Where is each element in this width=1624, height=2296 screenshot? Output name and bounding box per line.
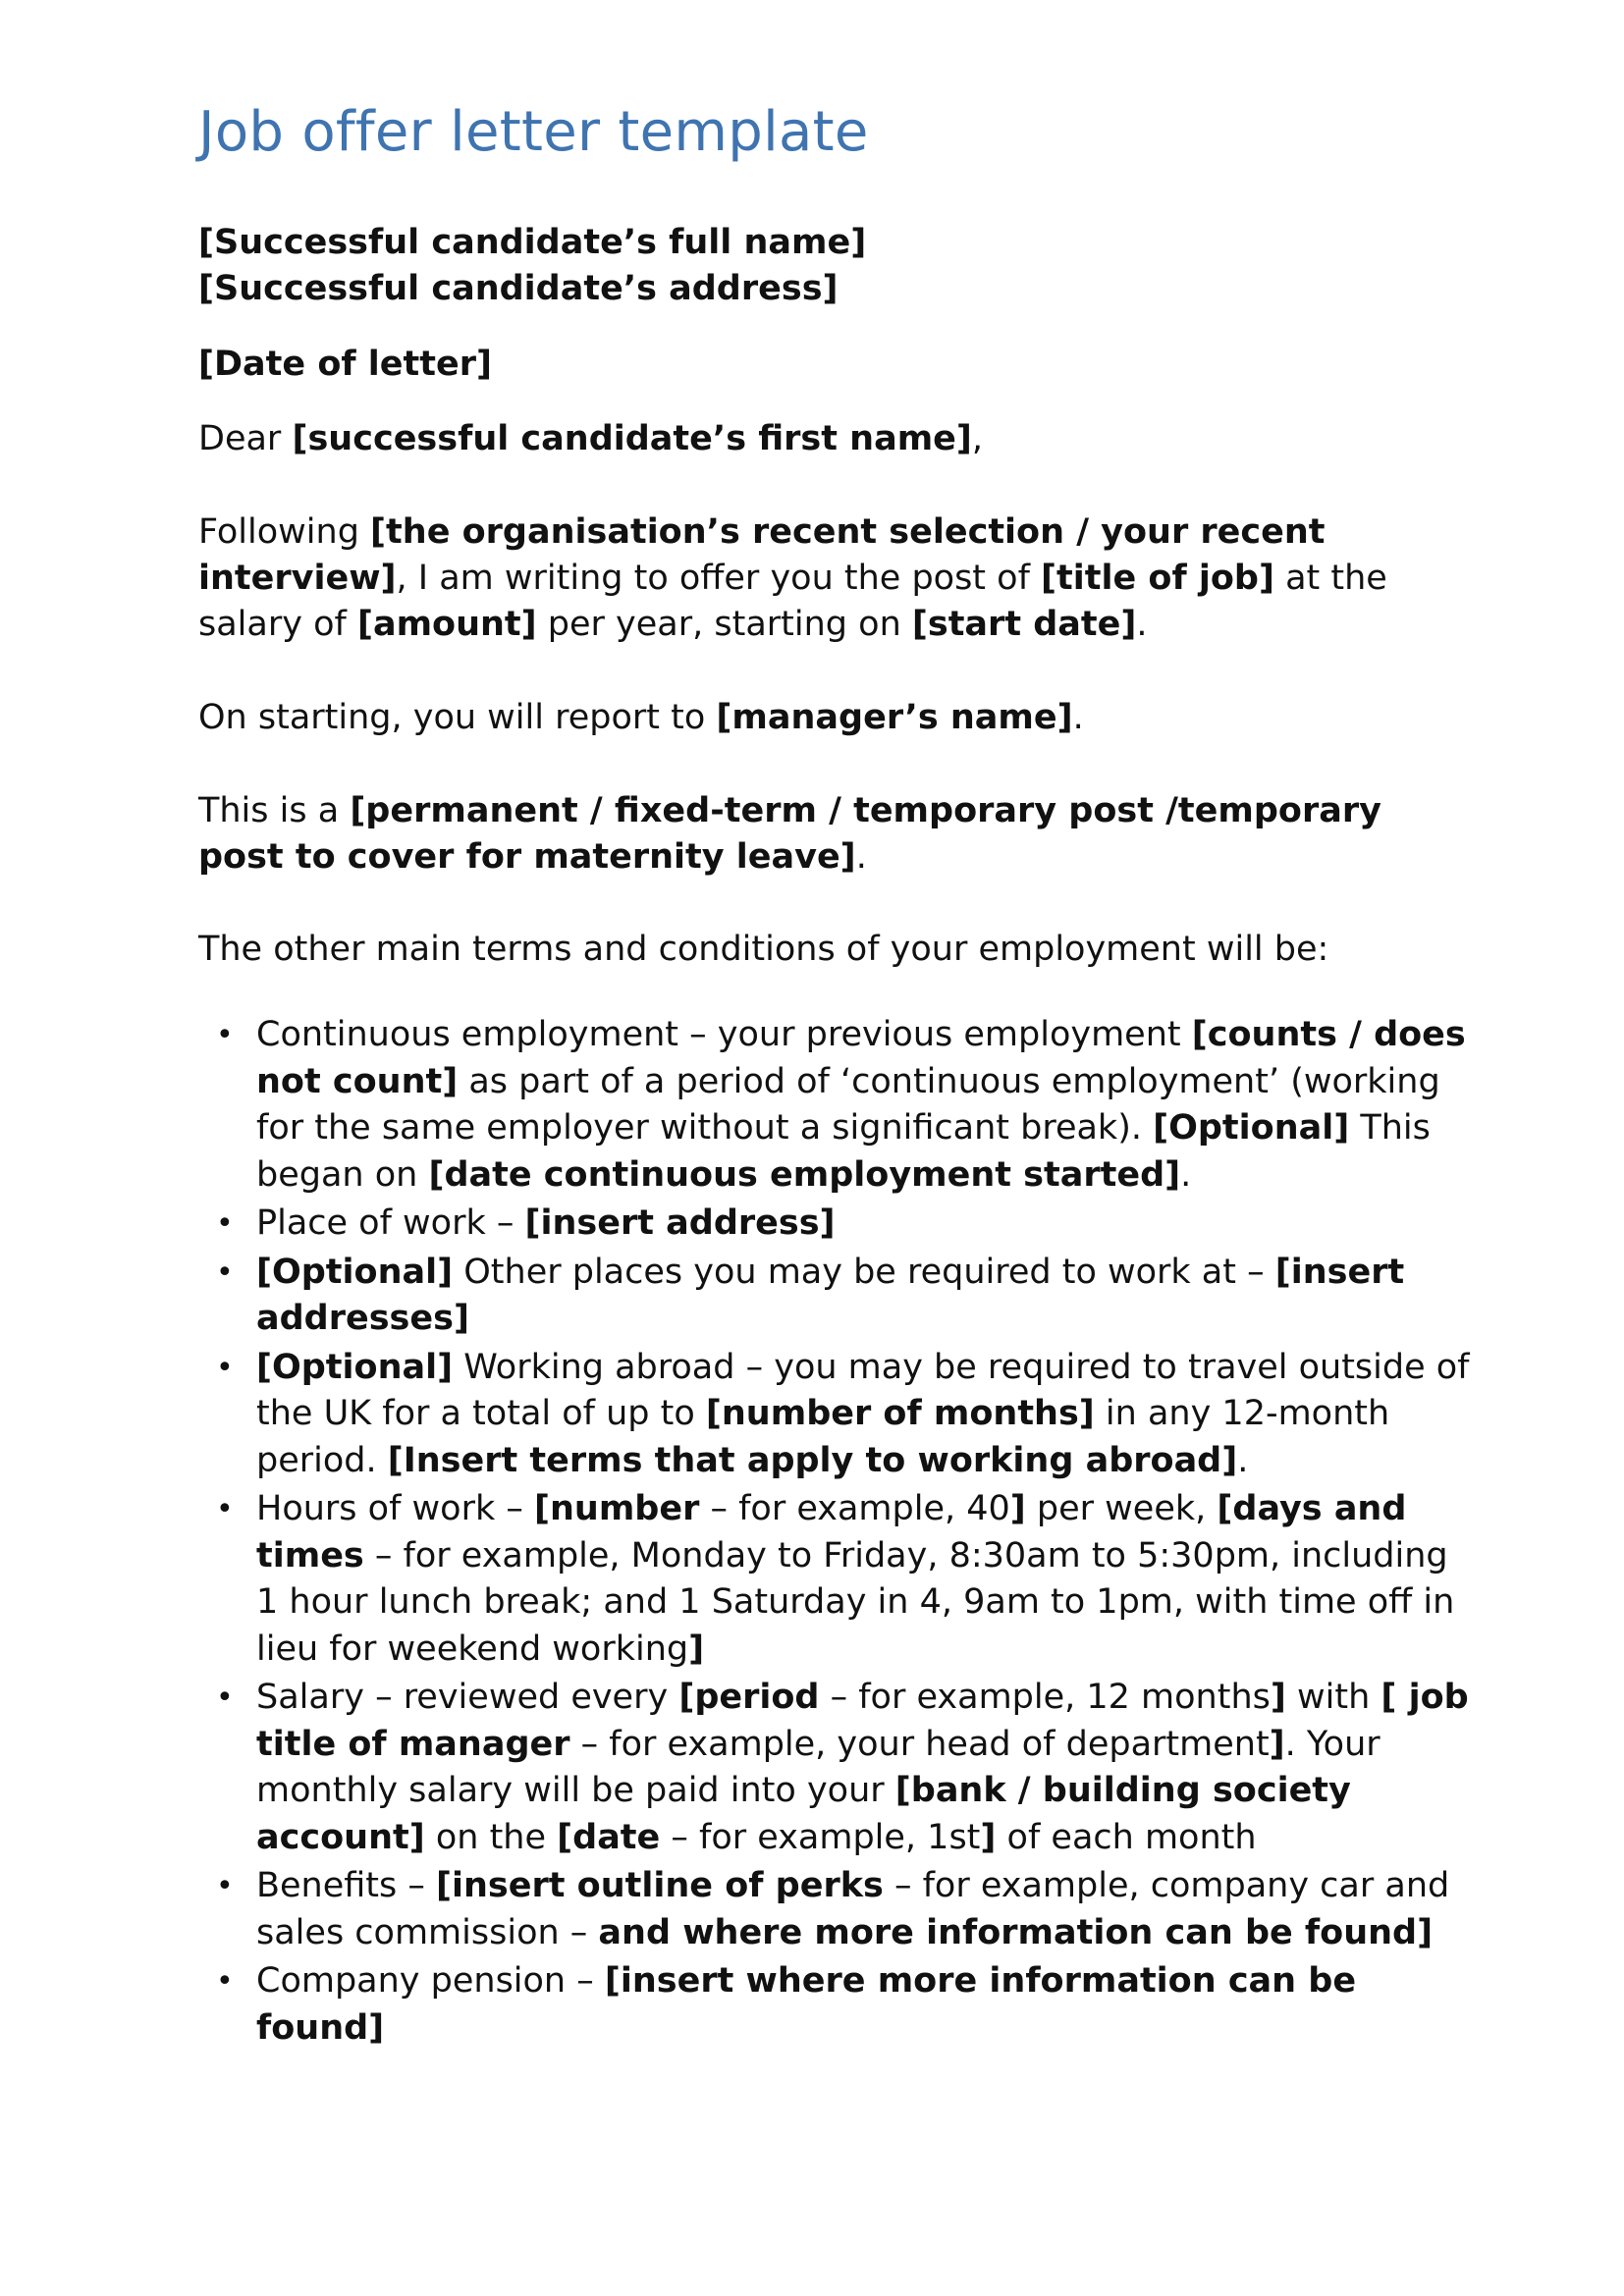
- candidate-address: [Successful candidate’s address]: [198, 269, 839, 308]
- post-type-paragraph: [198, 788, 1475, 881]
- text-run: as part of a period of ‘continuous employment’ (working for the same employer without a significant break).: [256, 1061, 1440, 1148]
- terms-intro: The other main terms and conditions of your employment will be:: [198, 930, 1329, 969]
- text-run: .: [855, 837, 867, 877]
- text-run: [Optional]: [256, 1347, 454, 1387]
- text-run: , I am writing to offer you the post of: [396, 559, 1042, 598]
- text-run: [number of months]: [705, 1394, 1095, 1433]
- letter-page: [198, 94, 1475, 2054]
- text-run: [number: [533, 1489, 700, 1528]
- text-run: Continuous employment – your previous employment: [256, 1015, 1192, 1054]
- salutation-name: [successful candidate’s first name]: [292, 419, 972, 458]
- salutation-suffix: ,: [971, 419, 984, 458]
- text-run: [period: [678, 1678, 820, 1717]
- text-run: [permanent / fixed-term / temporary post /temporary post to cover for maternity leave]: [198, 791, 1381, 877]
- text-run: On starting, you will report to: [198, 698, 717, 737]
- bullet-icon: •: [216, 1964, 234, 1999]
- text-run: This began on: [256, 1108, 1431, 1195]
- text-run: [bank / building society account]: [256, 1771, 1351, 1857]
- text-run: [insert where more information can be found]: [256, 1961, 1357, 2048]
- text-run: – for example, company car and sales commission –: [256, 1866, 1450, 1952]
- text-run: [counts / does not count]: [256, 1015, 1466, 1101]
- text-run: in any 12-month period.: [256, 1394, 1390, 1480]
- text-run: ]: [980, 1817, 997, 1857]
- text-run: ]: [1009, 1489, 1026, 1528]
- text-run: and where more information can be found]: [598, 1912, 1434, 1952]
- text-run: This is a: [198, 791, 351, 830]
- text-run: per week,: [1025, 1489, 1218, 1528]
- text-run: ]: [1269, 1724, 1285, 1764]
- bullet-icon: •: [216, 1350, 234, 1385]
- text-run: .: [1136, 605, 1148, 644]
- offer-paragraph: [198, 509, 1475, 648]
- text-run: Place of work –: [256, 1203, 525, 1243]
- terms-list-item: [198, 1345, 1475, 1485]
- text-run: with: [1285, 1678, 1381, 1717]
- bullet-icon: •: [216, 1206, 234, 1241]
- text-run: [title of job]: [1041, 559, 1274, 598]
- salutation: [198, 416, 1475, 462]
- bullet-icon: •: [216, 1018, 234, 1052]
- text-run: [date: [557, 1817, 661, 1857]
- text-run: [insert outline of perks: [436, 1866, 884, 1905]
- text-run: [amount]: [356, 605, 537, 644]
- text-run: [Optional]: [1153, 1108, 1350, 1148]
- text-run: Benefits –: [256, 1866, 437, 1905]
- text-run: ]: [1270, 1678, 1286, 1717]
- terms-list-item: [198, 1675, 1475, 1861]
- terms-list-item: [198, 1012, 1475, 1199]
- letter-date: [Date of letter]: [198, 345, 492, 384]
- text-run: per year, starting on: [536, 605, 912, 644]
- terms-list-item: [198, 1201, 1475, 1248]
- text-run: Company pension –: [256, 1961, 605, 2001]
- text-run: [insert addresses]: [256, 1252, 1405, 1338]
- text-run: at the salary of: [198, 559, 1387, 644]
- salutation-prefix: Dear: [198, 419, 293, 458]
- text-run: – for example, 1st: [660, 1817, 981, 1857]
- text-run: – for example, your head of department: [569, 1724, 1270, 1764]
- text-run: of each month: [996, 1817, 1257, 1857]
- bullet-icon: •: [216, 1681, 234, 1715]
- text-run: – for example, 12 months: [819, 1678, 1271, 1717]
- bullet-icon: •: [216, 1255, 234, 1290]
- text-run: [the organisation’s recent selection / your recent interview]: [198, 512, 1326, 598]
- text-run: on the: [424, 1817, 558, 1857]
- text-run: Salary – reviewed every: [256, 1678, 679, 1717]
- text-run: .: [1180, 1154, 1192, 1195]
- text-run: [ job title of manager: [256, 1678, 1469, 1764]
- text-run: [days and times: [256, 1489, 1407, 1575]
- text-run: – for example, 40: [699, 1489, 1010, 1528]
- text-run: – for example, Monday to Friday, 8:30am to 5:30pm, including 1 hour lunch break; and 1 Saturday in 4, 9am to 1pm, with time off in lieu for weekend working: [256, 1535, 1455, 1669]
- text-run: .: [1072, 698, 1084, 737]
- terms-list-item: [198, 1863, 1475, 1956]
- text-run: [Insert terms that apply to working abroad]: [387, 1440, 1238, 1480]
- page-title: Job offer letter template: [198, 100, 869, 164]
- text-run: [date continuous employment started]: [428, 1154, 1181, 1195]
- terms-list-item: [198, 1486, 1475, 1673]
- terms-list-item: [198, 1250, 1475, 1343]
- text-run: Other places you may be required to work at –: [453, 1252, 1275, 1292]
- address-block: [198, 220, 1475, 312]
- text-run: Following: [198, 512, 371, 552]
- report-paragraph: [198, 695, 1475, 741]
- bullet-icon: •: [216, 1492, 234, 1526]
- text-run: [Optional]: [256, 1252, 454, 1292]
- terms-list: [198, 1012, 1475, 2052]
- text-run: Hours of work –: [256, 1489, 534, 1528]
- text-run: ]: [688, 1629, 705, 1669]
- terms-list-item: [198, 1958, 1475, 2052]
- text-run: Working abroad – you may be required to travel outside of the UK for a total of up to: [256, 1347, 1470, 1433]
- text-run: . Your monthly salary will be paid into your: [256, 1724, 1380, 1810]
- text-run: [manager’s name]: [716, 698, 1073, 737]
- bullet-icon: •: [216, 1869, 234, 1903]
- text-run: [insert address]: [524, 1203, 836, 1243]
- text-run: [start date]: [911, 605, 1137, 644]
- candidate-name: [Successful candidate’s full name]: [198, 223, 867, 262]
- text-run: .: [1237, 1440, 1249, 1480]
